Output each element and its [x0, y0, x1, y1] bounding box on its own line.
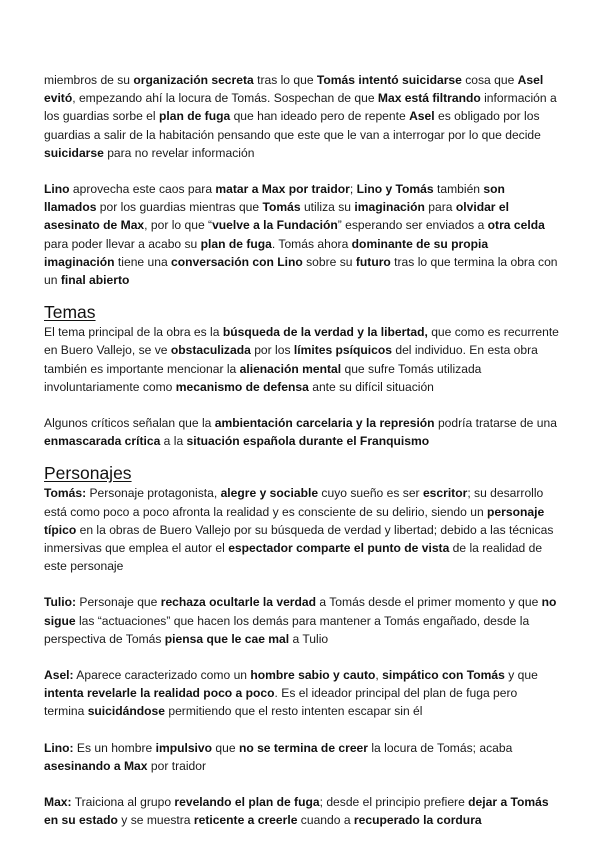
bold-text: vuelve a la Fundación — [212, 218, 338, 233]
text-run: permitiendo que el resto intenten escapar sin él — [164, 704, 423, 719]
text-run: Personaje protagonista, — [86, 486, 221, 501]
paragraph-6 — [44, 593, 560, 648]
bold-text: simpático con Tomás — [382, 668, 505, 683]
paragraph-8 — [44, 739, 560, 775]
spacer — [44, 396, 560, 414]
document-body — [44, 71, 560, 830]
bold-text: enmascarada crítica — [44, 434, 161, 449]
text-run: información a los guardias sorbe el — [44, 91, 557, 124]
text-run: ; su desarrollo está como poco a poco afronta la realidad y es consciente de su delirio, siendo un — [44, 486, 544, 519]
text-run: para poder llevar a acabo su — [44, 236, 201, 251]
text-run: Es un hombre — [73, 740, 156, 755]
text-run: cuyo sueño es ser — [318, 486, 423, 501]
bold-text: imaginación — [354, 200, 425, 215]
bold-text: plan de fuga — [200, 236, 272, 251]
text-run: del individuo. En esta obra también es importante mencionar la — [44, 343, 538, 376]
bold-text: escritor — [422, 486, 468, 501]
text-run: la locura de Tomás; acaba — [368, 740, 513, 755]
text-run: , por lo que “ — [144, 218, 213, 233]
bold-text: revelando el plan de fuga — [174, 795, 320, 810]
bold-text: reticente a creerle — [193, 813, 298, 828]
bold-text: dominante de su propia imaginación — [44, 236, 489, 269]
text-run: a Tulio — [289, 631, 329, 646]
bold-text: asesinando a Max — [44, 758, 148, 773]
text-run: a la — [160, 434, 187, 449]
bold-text: personaje típico — [44, 504, 545, 537]
bold-text: búsqueda de la verdad y la libertad, — [222, 325, 428, 340]
text-run: para no revelar información — [103, 145, 255, 160]
bold-text: futuro — [355, 254, 391, 269]
bold-text: impulsivo — [155, 740, 213, 755]
text-run: y se muestra — [117, 813, 194, 828]
bold-text: final abierto — [60, 273, 130, 288]
text-run: Aparece caracterizado como un — [73, 668, 251, 683]
bold-text: no se termina de creer — [238, 740, 368, 755]
text-run: las “actuaciones” que hacen los demás para mantener a Tomás engañado, desde la perspectiva de Tomás — [44, 613, 530, 646]
section-heading-personajes: Personajes — [44, 463, 132, 484]
paragraph-9 — [44, 793, 560, 829]
bold-text: recuperado la cordura — [353, 813, 482, 828]
section-heading-temas: Temas — [44, 302, 96, 323]
text-run: de la realidad de este personaje — [44, 541, 543, 574]
text-run: , — [375, 668, 383, 683]
text-run: tiene una — [114, 254, 172, 269]
text-run: tras lo que termina la obra con un — [44, 254, 558, 288]
bold-text: Asel evitó — [44, 73, 544, 106]
text-run: por los — [250, 343, 294, 358]
text-run: sobre su — [302, 254, 356, 269]
spacer — [44, 721, 560, 739]
text-run: a Tomás desde el primer momento y que — [316, 595, 542, 610]
bold-text: Tomás intentó suicidarse — [316, 73, 462, 87]
bold-text: situación española durante el Franquismo — [186, 434, 430, 449]
bold-text: ambientación carcelaria y la represión — [214, 416, 435, 431]
bold-text: Lino y Tomás — [356, 182, 434, 197]
paragraph-4 — [44, 414, 560, 450]
bold-text: dejar a Tomás en su estado — [44, 795, 549, 828]
bold-text: olvidar el asesinato de Max — [44, 200, 509, 233]
text-run: que han ideado pero de repente — [230, 109, 410, 124]
text-run: es obligado por los guardias a salir de la habitación pensando que este que le van a interrogar por lo que decide — [44, 109, 541, 142]
text-run: El tema principal de la obra es la — [44, 325, 223, 340]
bold-text: Asel: — [44, 668, 74, 683]
bold-text: rechaza ocultarle la verdad — [160, 595, 317, 610]
paragraph-1 — [44, 71, 560, 162]
text-run: Algunos críticos señalan que la — [44, 416, 215, 431]
paragraph-3 — [44, 323, 560, 396]
bold-text: alegre y sociable — [220, 486, 319, 501]
spacer — [44, 648, 560, 666]
text-run: podría tratarse de una — [434, 416, 557, 431]
bold-text: Tomás: — [44, 486, 87, 501]
paragraph-2 — [44, 180, 560, 289]
text-run: cuando a — [297, 813, 354, 828]
text-run: ; — [349, 182, 357, 197]
bold-text: plan de fuga — [158, 109, 231, 124]
text-run: que sufre Tomás utilizada involuntariamente como — [44, 361, 482, 394]
bold-text: obstaculizada — [170, 343, 251, 358]
spacer — [44, 289, 560, 301]
bold-text: espectador comparte el punto de vista — [228, 541, 450, 556]
spacer — [44, 575, 560, 593]
bold-text: hombre sabio y cauto — [250, 668, 376, 683]
bold-text: piensa que le cae mal — [164, 631, 290, 646]
text-run: en la obras de Buero Vallejo por su búsqueda de verdad y libertad; debido a las técnicas inmersivas que emplea el autor el — [44, 522, 554, 556]
text-run: . Es el ideador principal del plan de fuga pero termina — [44, 686, 518, 719]
bold-text: son llamados — [44, 182, 505, 215]
bold-text: intenta revelarle la realidad poco a poco — [44, 686, 275, 701]
text-run: también — [433, 182, 484, 197]
text-run: que como es recurrente en Buero Vallejo, se ve — [44, 325, 559, 358]
bold-text: organización secreta — [133, 73, 254, 87]
text-run: por los guardias mientras que — [96, 200, 263, 215]
paragraph-7 — [44, 666, 560, 721]
text-run: utiliza su — [300, 200, 355, 215]
bold-text: suicidarse — [44, 145, 104, 160]
text-run: para — [424, 200, 456, 215]
bold-text: Tomás — [262, 200, 301, 215]
text-run: , empezando ahí la locura de Tomás. Sospechan de que — [72, 91, 378, 106]
text-run: Personaje que — [76, 595, 161, 610]
text-run: Traiciona al grupo — [71, 795, 175, 810]
bold-text: Max: — [44, 795, 72, 810]
text-run: tras lo que — [253, 73, 317, 87]
paragraph-5 — [44, 484, 560, 575]
bold-text: no sigue — [44, 595, 557, 628]
bold-text: otra celda — [487, 218, 545, 233]
bold-text: Tulio: — [44, 595, 77, 610]
text-run: ante su difícil situación — [308, 379, 434, 394]
spacer — [44, 775, 560, 793]
text-run: y que — [504, 668, 538, 683]
text-run: que — [212, 740, 239, 755]
spacer — [44, 450, 560, 462]
bold-text: matar a Max por traidor — [215, 182, 350, 197]
bold-text: mecanismo de defensa — [175, 379, 309, 394]
text-run: ; desde el principio prefiere — [319, 795, 469, 810]
text-run: cosa que — [461, 73, 518, 87]
bold-text: Max está filtrando — [377, 91, 481, 106]
bold-text: alienación mental — [239, 361, 342, 376]
bold-text: Lino: — [44, 740, 74, 755]
bold-text: Asel — [409, 109, 435, 124]
text-run: ” esperando ser enviados a — [337, 218, 488, 233]
bold-text: suicidándose — [87, 704, 165, 719]
text-run: aprovecha este caos para — [69, 182, 216, 197]
text-run: . Tomás ahora — [271, 236, 352, 251]
bold-text: límites psíquicos — [293, 343, 392, 358]
text-run: por traidor — [147, 758, 206, 773]
text-run: miembros de su — [44, 73, 134, 87]
bold-text: conversación con Lino — [171, 254, 303, 269]
bold-text: Lino — [44, 182, 70, 197]
spacer — [44, 162, 560, 180]
